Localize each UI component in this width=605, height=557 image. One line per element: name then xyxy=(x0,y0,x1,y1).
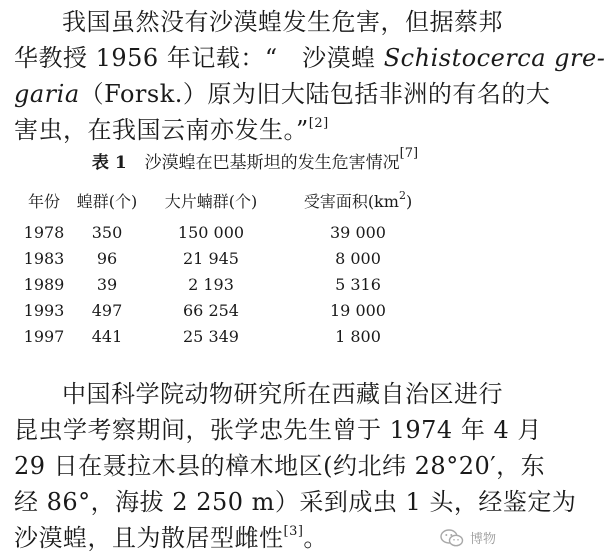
source-watermark xyxy=(440,528,496,547)
text-run: （Forsk.）原为旧大陆包括非洲的有名的大 xyxy=(79,80,551,108)
cell-swarms: 350 xyxy=(91,222,123,242)
cell-year: 1989 xyxy=(23,274,65,294)
header-damaged-area xyxy=(276,187,440,219)
text-run: 沙漠蝗，且为散居型雌性 xyxy=(14,524,284,552)
cell-hopper-bands: 2 193 xyxy=(188,274,234,294)
cell-hopper-bands: 150 000 xyxy=(177,222,245,242)
paragraph-line xyxy=(14,76,551,112)
cell-hopper-bands: 66 254 xyxy=(183,300,239,320)
cell-area: 8 000 xyxy=(335,248,381,268)
cell-year: 1983 xyxy=(23,248,65,268)
cell-hopper-bands: 21 945 xyxy=(183,248,239,268)
table-row xyxy=(20,323,440,349)
paragraph-line: 昆虫学考察期间，张学忠先生曾于 1974 年 4 月 xyxy=(14,416,542,444)
cell-area: 19 000 xyxy=(330,300,386,320)
table-header-row xyxy=(20,187,440,219)
cell-area: 39 000 xyxy=(330,222,386,242)
header-year: 年份 xyxy=(27,191,60,211)
cell-year: 1997 xyxy=(23,326,65,346)
cell-year: 1978 xyxy=(23,222,65,242)
cell-swarms: 96 xyxy=(96,248,118,268)
reference-mark: [3] xyxy=(283,524,304,539)
species-name: Schistocerca gre- xyxy=(383,44,605,72)
text-run: 害虫，在我国云南亦发生。” xyxy=(14,116,309,144)
table-title: 沙漠蝗在巴基斯坦的发生危害情况 xyxy=(144,153,400,173)
table-row xyxy=(20,271,440,297)
text-run: 。 xyxy=(303,524,328,552)
header-hopper-bands: 大片蝻群(个) xyxy=(164,191,258,211)
table-row xyxy=(20,219,440,245)
table-row xyxy=(20,297,440,323)
header-text: 受害面积(km xyxy=(303,191,399,211)
cell-year: 1993 xyxy=(23,300,65,320)
species-name-cont: garia xyxy=(14,80,80,108)
locust-data-table xyxy=(20,187,440,349)
table-row xyxy=(20,245,440,271)
unit-exponent: 2 xyxy=(398,188,406,202)
cell-swarms: 39 xyxy=(96,274,118,294)
intro-paragraph xyxy=(14,4,605,148)
paragraph-line: 29 日在聂拉木县的樟木地区(约北纬 28°20′，东 xyxy=(14,452,546,480)
header-text: ) xyxy=(405,191,413,211)
paragraph-line: 我国虽然没有沙漠蝗发生危害，但据蔡邦 xyxy=(62,8,503,36)
field-record-paragraph xyxy=(14,376,577,556)
reference-mark: [2] xyxy=(308,116,329,131)
paragraph-line xyxy=(14,40,605,76)
wechat-logo-icon xyxy=(440,529,464,547)
text-run: 华教授 1956 年记载：“ 沙漠蝗 xyxy=(14,44,384,72)
paragraph-line: 中国科学院动物研究所在西藏自治区进行 xyxy=(62,380,503,408)
cell-hopper-bands: 25 349 xyxy=(183,326,239,346)
cell-area: 1 800 xyxy=(335,326,381,346)
watermark-text: 博物 xyxy=(469,532,496,547)
reference-mark: [7] xyxy=(399,146,419,161)
cell-swarms: 497 xyxy=(91,300,123,320)
paragraph-line xyxy=(14,520,500,556)
table-number: 表 1 xyxy=(91,153,127,173)
header-swarms: 蝗群(个) xyxy=(76,191,138,211)
cell-swarms: 441 xyxy=(91,326,123,346)
cell-area: 5 316 xyxy=(335,274,381,294)
table-caption xyxy=(0,148,510,173)
paragraph-line: 经 86°，海拔 2 250 m）采到成虫 1 头，经鉴定为 xyxy=(14,488,577,516)
paragraph-line xyxy=(14,112,500,148)
